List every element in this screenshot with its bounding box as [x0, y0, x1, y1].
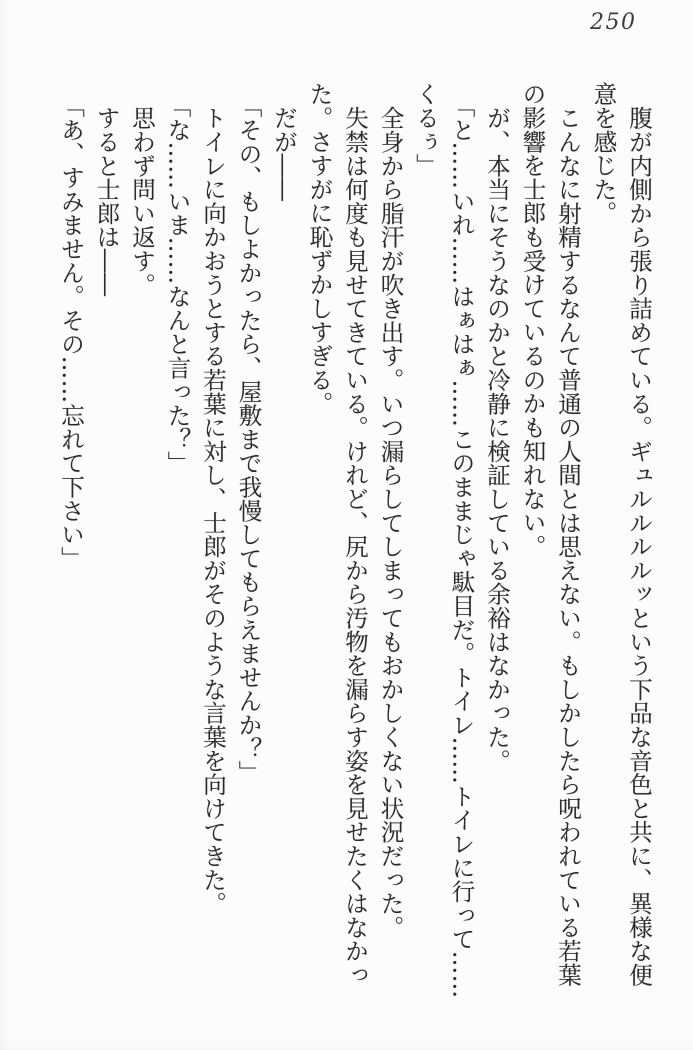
text-line: 「な……いま……なんと言った？」 — [163, 93, 192, 475]
text-line: た。さすがに恥ずかしすぎる。 — [305, 82, 334, 416]
text-line: トイレに向かおうとする若葉に対し、士郎がそのような言葉を向けてきた。 — [199, 105, 227, 915]
text-line: こんなに射精するなんて普通の人間とは思えない。もしかしたら呪われている若葉 — [554, 105, 582, 987]
text-line: 全身から脂汗が吹き出す。いつ漏らしてしまってもおかしくない状況だった。 — [376, 105, 405, 939]
text-line: 「その、もしよかったら、屋敷まで我慢してもらえませんか？」 — [234, 93, 263, 785]
page-number: 250 — [590, 10, 637, 35]
text-line: 「あ、すみません。その……忘れて下さい」 — [57, 93, 85, 570]
text-line: 失禁は何度も見せてきている。けれど、尻から汚物を漏らす姿を見せたくはなかっ — [341, 105, 369, 987]
text-line: の影響を士郎も受けているのかも知れない。 — [518, 82, 547, 558]
text-line: くるぅ」 — [412, 82, 440, 178]
text-line: 思わず問い返す。 — [128, 105, 156, 297]
text-line: だが―― — [270, 105, 298, 201]
text-line: 腹が内側から張り詰めている。ギュルルルルッという下品な音色と共に、異様な便 — [625, 105, 653, 987]
text-line: 「と……いれ……はぁはぁ……このままじゃ駄目だ。トイレ……トイレに行って…… — [447, 93, 476, 999]
text-line: すると士郎は―― — [92, 105, 121, 297]
text-line: 意を感じた。 — [589, 82, 618, 225]
text-line: が、本当にそうなのかと冷静に検証している余裕はなかった。 — [483, 105, 511, 773]
vertical-novel-text — [53, 82, 657, 999]
